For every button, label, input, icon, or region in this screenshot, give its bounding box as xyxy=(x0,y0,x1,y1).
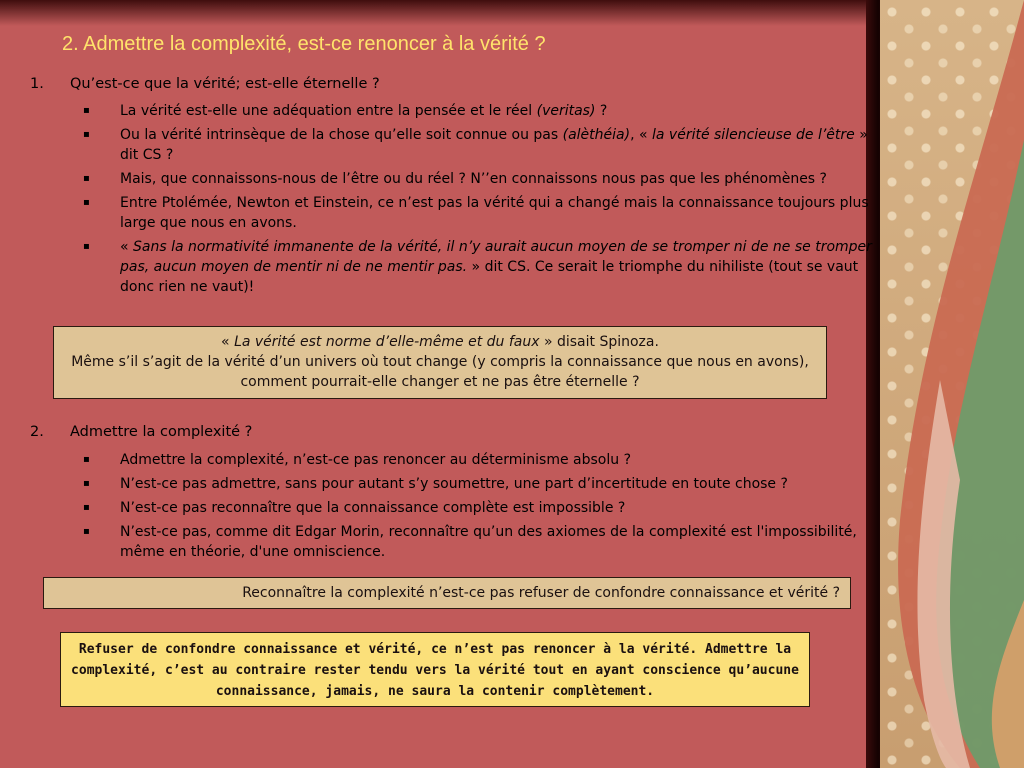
list-item xyxy=(83,193,873,233)
bullet-text: La vérité est-elle une adéquation entre la pensée et le réel xyxy=(120,103,537,119)
bullet-italic: Sans la normativité immanente de la vérité, il n’y aurait aucun moyen de se tromper ni de ne se tromper pas, aucun moyen de mentir ni de ne mentir pas. xyxy=(120,239,872,275)
quote-close: » disait Spinoza. xyxy=(539,334,659,350)
bullet-italic: la vérité silencieuse de l’être xyxy=(652,127,855,143)
bullet-text: Ou la vérité intrinsèque de la chose qu’elle soit connue ou pas xyxy=(120,127,563,143)
complexity-question-box xyxy=(43,577,851,609)
list-item xyxy=(83,101,873,121)
section-2-heading xyxy=(30,424,252,440)
list-item xyxy=(83,125,873,165)
quote-open: « xyxy=(221,334,235,350)
section-1-title: Qu’est-ce que la vérité; est-elle éternelle ? xyxy=(70,76,380,92)
quote-line xyxy=(64,332,816,352)
list-item: ▪ Admettre la complexité, n’est-ce pas renoncer au déterminisme absolu ? xyxy=(83,450,873,470)
quote-question: Même s’il s’agit de la vérité d’un univers où tout change (y compris la connaissance que nous en avons), comment pourrait-elle changer et ne pas être éternelle ? xyxy=(71,354,809,390)
bullet-text: Entre Ptolémée, Newton et Einstein, ce n’est pas la vérité qui a changé mais la connaissance toujours plus large que nous en avons. xyxy=(120,195,869,231)
section-2-number: 2. xyxy=(30,424,44,440)
section-1-number: 1. xyxy=(30,76,44,92)
decorative-panel xyxy=(880,0,1024,768)
bullet-italic: (veritas) xyxy=(536,103,596,119)
top-shadow xyxy=(0,0,880,26)
box-text: Refuser de confondre connaissance et vérité, ce n’est pas renoncer à la vérité. Admettre la complexité, c’est au contraire rester tendu vers la vérité tout en ayant conscience qu’aucune connaissance, jamais, ne saura la contenir complètement. xyxy=(71,642,799,699)
bullet-text: Mais, que connaissons-nous de l’être ou du réel ? N’’en connaissons nous pas que les phénomènes ? xyxy=(120,171,827,187)
list-item xyxy=(83,237,873,297)
spinoza-quote-box xyxy=(53,326,827,399)
decorative-ribbons xyxy=(880,0,1024,768)
bullet-text: « xyxy=(120,239,134,255)
list-item: ▪ N’est-ce pas admettre, sans pour autant s’y soumettre, une part d’incertitude en toute chose ? xyxy=(83,474,873,494)
slide-title: 2. Admettre la complexité, est-ce renoncer à la vérité ? xyxy=(62,33,546,55)
conclusion-box xyxy=(60,632,810,707)
bullet-text: » dit CS ? xyxy=(120,127,868,163)
list-item xyxy=(83,169,873,189)
box-text: Reconnaître la complexité n’est-ce pas refuser de confondre connaissance et vérité ? xyxy=(242,585,840,601)
bullet-text: » dit CS. Ce serait le triomphe du nihiliste (tout se vaut donc rien ne vaut)! xyxy=(120,259,859,295)
bullet-italic: (alèthéia) xyxy=(562,127,631,143)
section-2-bullets xyxy=(83,450,873,566)
list-item: ▪ N’est-ce pas reconnaître que la connaissance complète est impossible ? xyxy=(83,498,873,518)
section-2-title: Admettre la complexité ? xyxy=(70,424,253,440)
section-1-heading xyxy=(30,76,380,92)
section-1-bullets xyxy=(83,101,873,301)
bullet-text: , « xyxy=(630,127,652,143)
quote-italic: La vérité est norme d’elle-même et du faux xyxy=(234,334,540,350)
bullet-text: ? xyxy=(595,103,608,119)
list-item: ▪ N’est-ce pas, comme dit Edgar Morin, reconnaître qu’un des axiomes de la complexité est l'impossibilité, même en théorie, d'une omniscience. xyxy=(83,522,873,562)
